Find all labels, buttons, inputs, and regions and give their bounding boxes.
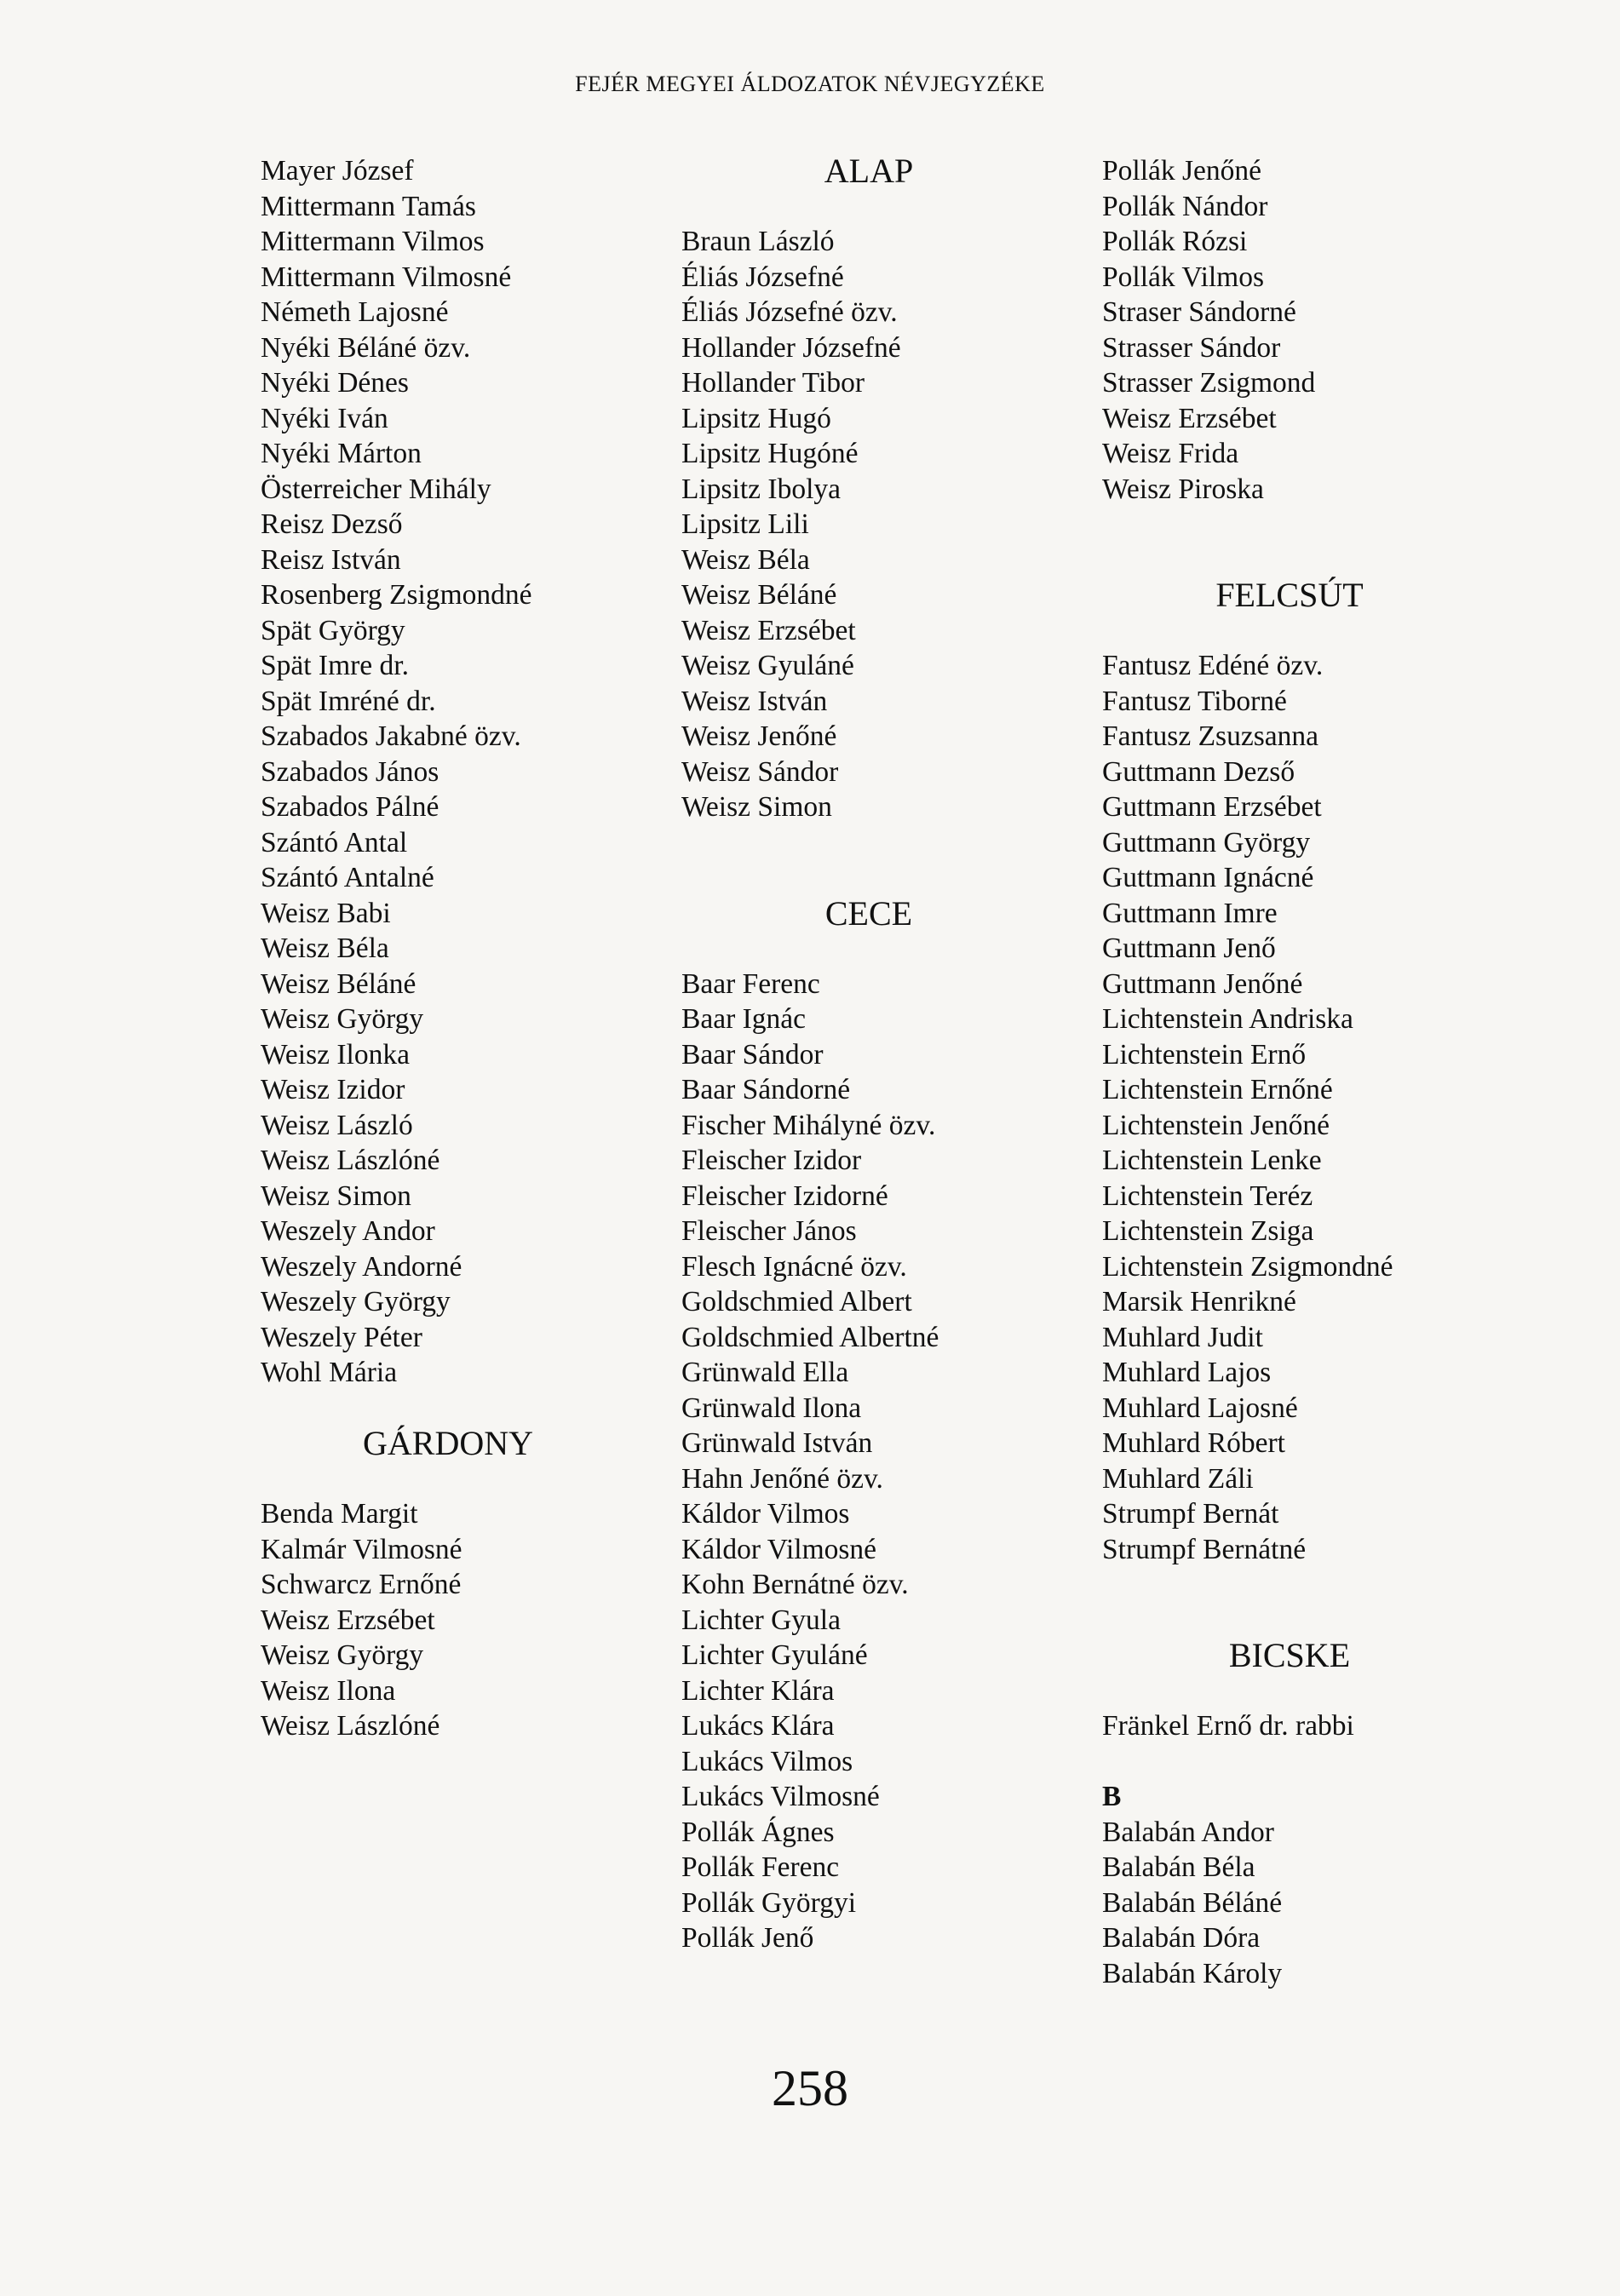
name-entry: Fantusz Edéné özv. <box>1102 650 1324 681</box>
name-entry: Pollák Nándor <box>1102 190 1268 222</box>
name-entry: Balabán Dóra <box>1102 1922 1261 1954</box>
name-entry: Weisz Béláné <box>681 579 837 611</box>
name-entry: Reisz István <box>261 543 401 576</box>
name-entry: Nyéki Márton <box>261 438 422 469</box>
name-entry: Fleischer Izidor <box>681 1145 862 1176</box>
name-entry: Balabán Károly <box>1102 1957 1283 1989</box>
name-entry: Österreicher Mihály <box>261 473 491 505</box>
name-entry: Weszely Andor <box>261 1215 435 1247</box>
name-entry: Weisz Izidor <box>261 1074 405 1105</box>
name-entry: Weisz György <box>261 1003 424 1035</box>
name-entry: Lichtenstein Andriska <box>1102 1003 1353 1035</box>
spacer <box>1102 1673 1477 1709</box>
name-entry: Weisz Lászlóné <box>261 1145 440 1176</box>
name-entry: Pollák Jenőné <box>1102 155 1262 187</box>
name-entry: Marsik Henrikné <box>1102 1286 1296 1317</box>
name-entry: Spät Imre dr. <box>261 650 409 681</box>
column-right <box>1102 153 1477 1991</box>
name-entry: Goldschmied Albert <box>681 1286 912 1317</box>
name-entry: Benda Margit <box>261 1498 418 1530</box>
name-entry: Rosenberg Zsigmondné <box>261 579 532 611</box>
column-middle <box>681 153 1056 1956</box>
name-entry: Schwarcz Ernőné <box>261 1569 462 1600</box>
name-entry: Fischer Mihályné özv. <box>681 1109 936 1141</box>
name-entry: Weisz Béla <box>261 933 389 964</box>
name-entry: Szabados Pálné <box>261 791 439 823</box>
spacer <box>1102 1603 1477 1639</box>
name-entry: Weisz Simon <box>261 1180 411 1212</box>
name-entry: Spät György <box>261 614 405 646</box>
name-entry: Nyéki Dénes <box>261 367 409 399</box>
name-entry: Weisz Lászlóné <box>261 1710 440 1742</box>
name-entry: Muhlard Róbert <box>1102 1427 1285 1459</box>
name-entry: Weisz Gyuláné <box>681 650 854 681</box>
name-entry: Reisz Dezső <box>261 508 403 540</box>
name-entry: Weszely György <box>261 1286 451 1317</box>
name-entry: Guttmann Ignácné <box>1102 862 1314 893</box>
name-entry: Lichtenstein Teréz <box>1102 1180 1313 1212</box>
name-entry: Lichter Klára <box>681 1674 835 1707</box>
name-entry: Lichtenstein Ernő <box>1102 1038 1307 1071</box>
name-entry: Éliás Józsefné özv. <box>681 296 898 328</box>
name-entry: Hahn Jenőné özv. <box>681 1462 883 1495</box>
name-entry: Mittermann Tamás <box>261 190 476 222</box>
name-entry: Guttmann Imre <box>1102 897 1278 929</box>
name-entry: Muhlard Lajosné <box>1102 1392 1298 1424</box>
name-entry: Strasser Sándor <box>1102 331 1281 364</box>
name-entry: Balabán Andor <box>1102 1816 1274 1848</box>
section-heading: FELCSÚT <box>1215 576 1364 614</box>
name-entry: Muhlard Záli <box>1102 1462 1254 1495</box>
name-entry: Grünwald Ella <box>681 1357 849 1388</box>
name-entry: Lichter Gyuláné <box>681 1639 868 1671</box>
name-entry: Lichtenstein Lenke <box>1102 1145 1322 1176</box>
name-entry: Mittermann Vilmosné <box>261 261 512 293</box>
name-entry: Fleischer Izidorné <box>681 1180 888 1212</box>
name-entry: Éliás Józsefné <box>681 261 844 293</box>
column-left <box>261 153 635 1744</box>
name-entry: Strasser Zsigmond <box>1102 367 1316 399</box>
name-entry: Weszely Andorné <box>261 1250 462 1283</box>
spacer <box>681 825 1056 861</box>
name-entry: Lipsitz Ibolya <box>681 473 841 505</box>
letter-heading: B <box>1102 1781 1122 1812</box>
name-entry: Baar Sándorné <box>681 1074 851 1105</box>
name-entry: Pollák Rózsi <box>1102 226 1248 257</box>
name-entry: Guttmann Dezső <box>1102 755 1295 788</box>
name-entry: Weisz Babi <box>261 897 391 929</box>
name-entry: Pollák Györgyi <box>681 1886 857 1919</box>
name-entry: Weisz István <box>681 685 828 717</box>
name-entry: Lukács Vilmos <box>681 1745 853 1777</box>
name-entry: Lichtenstein Jenőné <box>1102 1109 1330 1141</box>
name-entry: Grünwald István <box>681 1427 873 1459</box>
name-entry: Balabán Béláné <box>1102 1886 1283 1919</box>
name-entry: Fantusz Zsuzsanna <box>1102 720 1318 752</box>
name-entry: Muhlard Lajos <box>1102 1357 1272 1388</box>
name-entry: Baar Ignác <box>681 1003 807 1035</box>
spacer <box>681 931 1056 967</box>
name-entry: Guttmann Jenőné <box>1102 967 1303 1000</box>
name-entry: Grünwald Ilona <box>681 1392 862 1424</box>
name-entry: Weisz Ilona <box>261 1674 396 1707</box>
name-entry: Kalmár Vilmosné <box>261 1533 462 1565</box>
name-entry: Mayer József <box>261 155 414 187</box>
name-entry: Guttmann György <box>1102 826 1311 858</box>
name-entry: Pollák Vilmos <box>1102 261 1265 293</box>
name-entry: Nyéki Iván <box>261 402 388 434</box>
name-entry: Straser Sándorné <box>1102 296 1296 328</box>
section-heading: CECE <box>824 893 913 933</box>
spacer <box>261 1461 635 1497</box>
name-entry: Lipsitz Lili <box>681 508 809 540</box>
name-entry: Weisz Erzsébet <box>1102 402 1277 434</box>
name-entry: Guttmann Jenő <box>1102 933 1276 964</box>
name-entry: Lichtenstein Zsigmondné <box>1102 1250 1393 1283</box>
name-entry: Németh Lajosné <box>261 296 449 328</box>
name-entry: Weisz László <box>261 1109 413 1141</box>
name-entry: Strumpf Bernátné <box>1102 1533 1307 1565</box>
name-entry: Fleischer János <box>681 1215 857 1247</box>
spacer <box>1102 542 1477 578</box>
name-entry: Káldor Vilmosné <box>681 1533 877 1565</box>
spacer <box>681 860 1056 896</box>
name-entry: Káldor Vilmos <box>681 1498 850 1530</box>
name-entry: Weisz Piroska <box>1102 473 1264 505</box>
name-entry: Kohn Bernátné özv. <box>681 1569 909 1600</box>
name-entry: Weisz Frida <box>1102 438 1239 469</box>
name-entry: Weisz Béláné <box>261 967 416 1000</box>
name-entry: Baar Sándor <box>681 1038 824 1071</box>
name-entry: Weisz Erzsébet <box>261 1604 435 1636</box>
name-entry: Balabán Béla <box>1102 1851 1255 1883</box>
name-entry: Weisz Béla <box>681 543 810 576</box>
name-entry: Fränkel Ernő dr. rabbi <box>1102 1710 1354 1742</box>
name-entry: Guttmann Erzsébet <box>1102 791 1322 823</box>
name-entry: Pollák Jenő <box>681 1922 814 1954</box>
name-entry: Braun László <box>681 226 835 257</box>
name-entry: Szabados Jakabné özv. <box>261 720 521 752</box>
spacer <box>1102 1744 1477 1780</box>
name-entry: Fantusz Tiborné <box>1102 685 1287 717</box>
name-entry: Goldschmied Albertné <box>681 1321 939 1353</box>
name-entry: Muhlard Judit <box>1102 1321 1263 1353</box>
page-header: FEJÉR MEGYEI ÁLDOZATOK NÉVJEGYZÉKE <box>575 72 1045 96</box>
name-entry: Lichter Gyula <box>681 1604 841 1636</box>
section-heading: BICSKE <box>1228 1636 1351 1674</box>
section-heading: GÁRDONY <box>363 1424 533 1462</box>
name-entry: Lichtenstein Ernőné <box>1102 1074 1333 1105</box>
name-entry: Baar Ferenc <box>681 967 820 1000</box>
name-entry: Spät Imréné dr. <box>261 685 436 717</box>
page-number: 258 <box>772 2060 848 2116</box>
name-entry: Lukács Vilmosné <box>681 1781 880 1812</box>
name-entry: Weisz Sándor <box>681 755 839 788</box>
name-entry: Szántó Antal <box>261 826 408 858</box>
section-heading: ALAP <box>824 152 914 190</box>
spacer <box>1102 1567 1477 1603</box>
name-entry: Lipsitz Hugóné <box>681 438 859 469</box>
name-entry: Strumpf Bernát <box>1102 1498 1279 1530</box>
name-entry: Lipsitz Hugó <box>681 402 831 434</box>
name-entry: Nyéki Béláné özv. <box>261 331 471 364</box>
name-entry: Pollák Ágnes <box>681 1816 835 1848</box>
spacer <box>1102 507 1477 542</box>
name-entry: Hollander Józsefné <box>681 331 901 364</box>
name-entry: Weszely Péter <box>261 1321 422 1353</box>
spacer <box>681 189 1056 225</box>
spacer <box>261 1391 635 1426</box>
name-entry: Weisz György <box>261 1639 424 1671</box>
name-entry: Hollander Tibor <box>681 367 865 399</box>
name-entry: Szabados János <box>261 755 439 788</box>
name-entry: Szántó Antalné <box>261 862 434 893</box>
name-entry: Weisz Ilonka <box>261 1038 410 1071</box>
name-entry: Lichtenstein Zsiga <box>1102 1215 1314 1247</box>
name-entry: Mittermann Vilmos <box>261 226 485 257</box>
name-entry: Wohl Mária <box>261 1357 398 1388</box>
name-entry: Weisz Jenőné <box>681 720 837 752</box>
spacer <box>1102 613 1477 649</box>
name-entry: Pollák Ferenc <box>681 1851 840 1883</box>
name-entry: Lukács Klára <box>681 1710 835 1742</box>
name-entry: Weisz Simon <box>681 791 832 823</box>
name-entry: Flesch Ignácné özv. <box>681 1250 907 1283</box>
name-entry: Weisz Erzsébet <box>681 614 856 646</box>
